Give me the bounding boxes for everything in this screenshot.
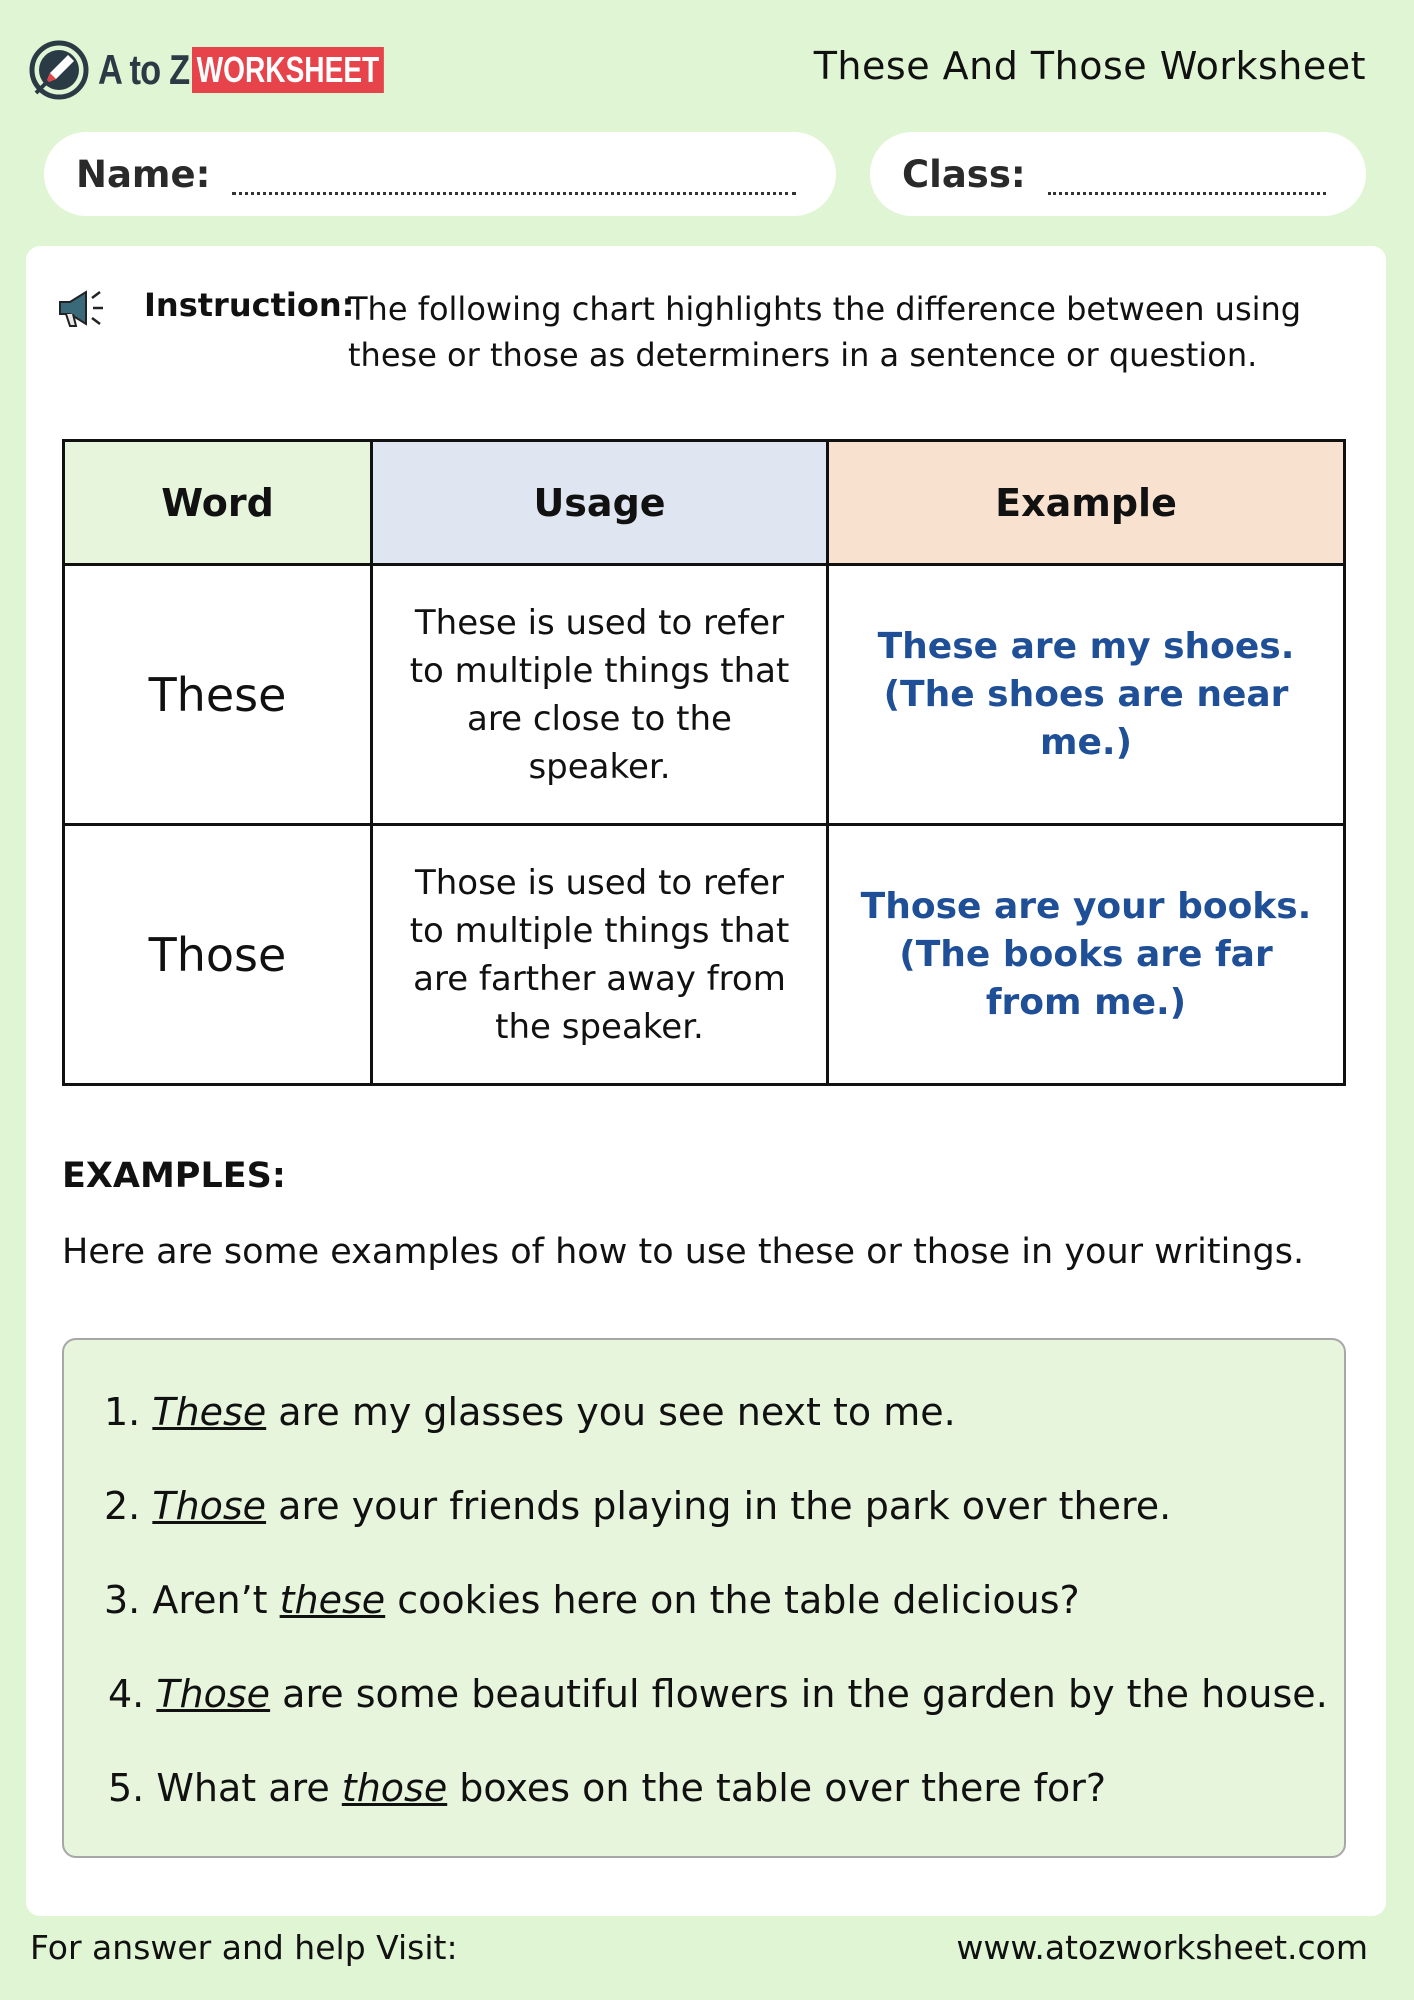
- comparison-table: [62, 439, 1346, 1086]
- row-word: These: [64, 565, 372, 825]
- example-prefix: 3. Aren’t: [104, 1578, 280, 1622]
- example-item: [104, 1390, 956, 1434]
- row-example: These are my shoes. (The shoes are near me.): [828, 565, 1345, 825]
- instruction-text: The following chart highlights the difference between using these or those as determiners in a sentence or question.: [348, 290, 1302, 374]
- header-example: Example: [828, 441, 1345, 565]
- example-rest: are your friends playing in the park over there.: [266, 1484, 1172, 1528]
- example-prefix: 5. What are: [108, 1766, 342, 1810]
- footer-website-link[interactable]: www.atozworksheet.com: [956, 1928, 1368, 1967]
- page-header: [0, 0, 1414, 130]
- site-logo: [28, 38, 438, 102]
- example-keyword: These: [152, 1390, 267, 1434]
- example-prefix: 2.: [104, 1484, 153, 1528]
- name-label: Name:: [76, 152, 211, 196]
- table-row: [64, 565, 1345, 825]
- example-keyword: these: [279, 1578, 386, 1622]
- example-rest: cookies here on the table delicious?: [385, 1578, 1080, 1622]
- table-header-row: [64, 441, 1345, 565]
- class-write-line: [1048, 169, 1326, 195]
- example-keyword: Those: [152, 1484, 267, 1528]
- class-label: Class:: [902, 152, 1026, 196]
- example-item: [108, 1672, 1328, 1716]
- worksheet-title: These And Those Worksheet: [813, 44, 1366, 88]
- footer-help-text: For answer and help Visit:: [30, 1928, 458, 1967]
- logo-text: A to Z: [98, 46, 190, 93]
- pencil-logo-icon: [28, 39, 90, 101]
- example-rest: are my glasses you see next to me.: [266, 1390, 956, 1434]
- worksheet-card: [26, 246, 1386, 1916]
- example-prefix: 4.: [108, 1672, 157, 1716]
- row-usage: These is used to refer to multiple things that are close to the speaker.: [372, 565, 828, 825]
- examples-box: [62, 1338, 1346, 1858]
- example-rest: boxes on the table over there for?: [447, 1766, 1107, 1810]
- header-word: Word: [64, 441, 372, 565]
- example-keyword: those: [341, 1766, 448, 1810]
- examples-intro: Here are some examples of how to use these or those in your writings.: [62, 1232, 1305, 1272]
- instruction-label: Instruction:: [144, 286, 355, 324]
- logo-badge: WORKSHEET: [192, 47, 384, 93]
- example-rest: are some beautiful flowers in the garden by the house.: [270, 1672, 1328, 1716]
- table-row: [64, 825, 1345, 1085]
- row-example: Those are your books. (The books are far from me.): [828, 825, 1345, 1085]
- name-field: [44, 132, 836, 216]
- examples-heading: EXAMPLES:: [62, 1156, 286, 1196]
- example-prefix: 1.: [104, 1390, 153, 1434]
- row-word: Those: [64, 825, 372, 1085]
- example-keyword: Those: [156, 1672, 271, 1716]
- name-write-line: [232, 169, 796, 195]
- example-item: [104, 1484, 1171, 1528]
- example-item: [108, 1766, 1106, 1810]
- header-usage: Usage: [372, 441, 828, 565]
- row-usage: Those is used to refer to multiple things that are farther away from the speaker.: [372, 825, 828, 1085]
- example-item: [104, 1578, 1080, 1622]
- class-field: [870, 132, 1366, 216]
- megaphone-icon: [56, 286, 106, 332]
